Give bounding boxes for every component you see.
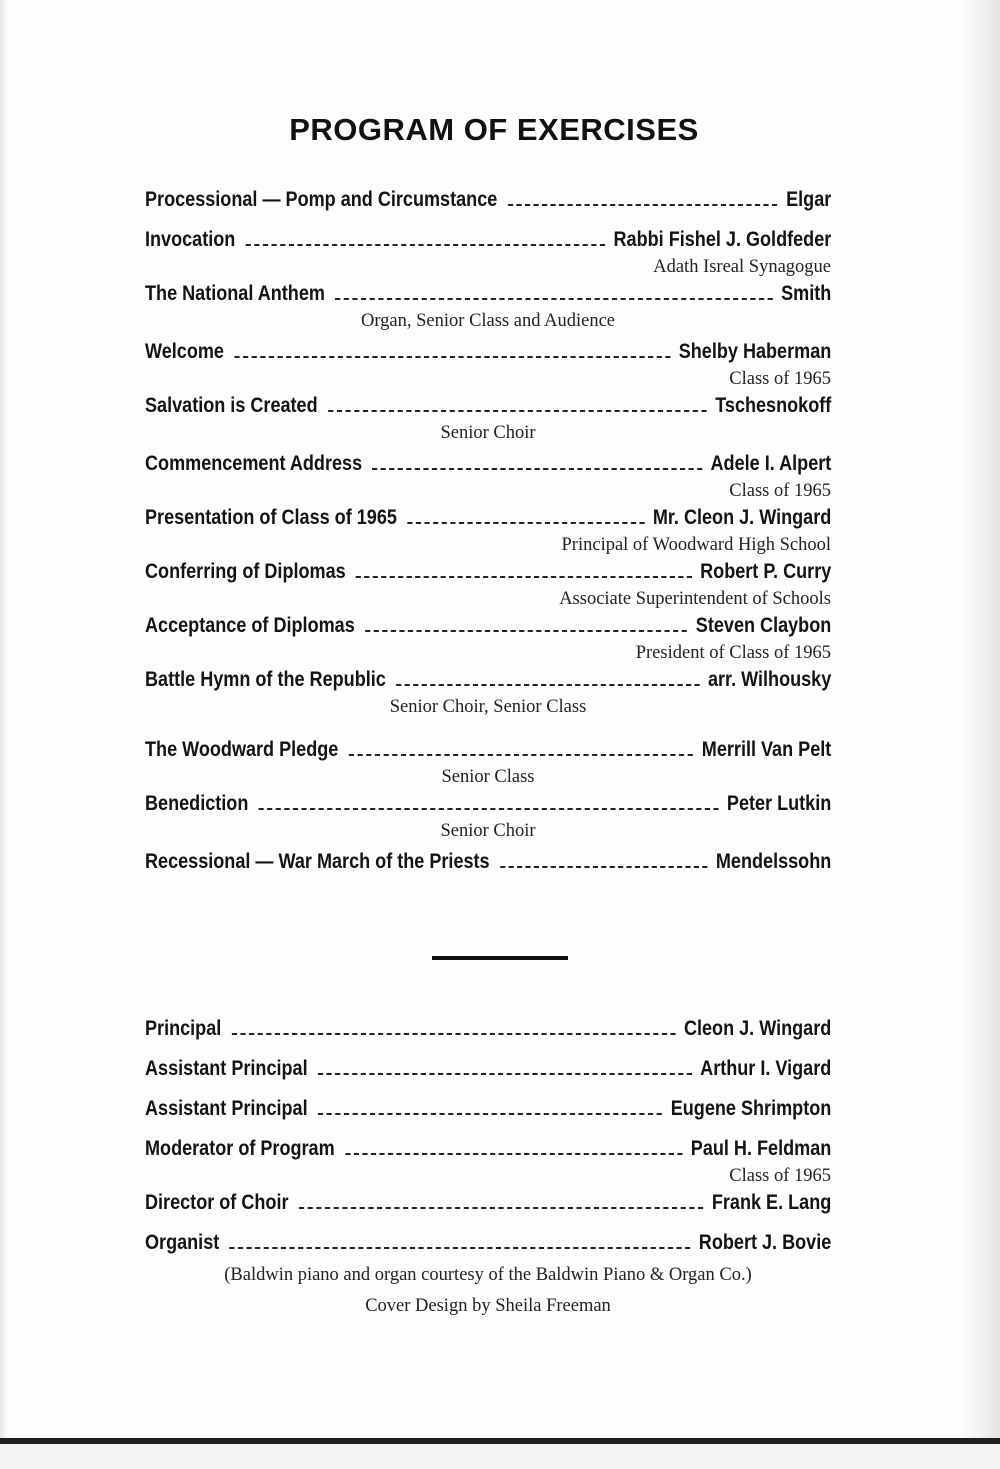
staff-role: Moderator of Program — [145, 1137, 335, 1160]
program-performer: Mendelssohn — [715, 850, 832, 873]
scan-left-edge — [0, 0, 8, 1469]
program-item: The Woodward Pledge — [145, 738, 339, 761]
program-item: Conferring of Diplomas — [145, 560, 346, 583]
program-note: Adath Isreal Synagogue — [653, 257, 831, 277]
staff-role: Director of Choir — [145, 1191, 289, 1214]
staff-role: Assistant Principal — [145, 1057, 308, 1080]
program-item: Acceptance of Diplomas — [145, 614, 355, 637]
program-item: Welcome — [145, 340, 224, 363]
scan-bottom-strip — [0, 1444, 1000, 1469]
program-entry — [145, 611, 831, 641]
dot-leader — [345, 1153, 682, 1155]
program-item: Salvation is Created — [145, 394, 318, 417]
staff-role: Organist — [145, 1231, 220, 1254]
program-note: President of Class of 1965 — [635, 643, 831, 663]
page-title: PROGRAM OF EXERCISES — [289, 112, 699, 147]
program-entry — [145, 665, 831, 695]
program-note: Associate Superintendent of Schools — [559, 589, 831, 609]
program-entry — [145, 185, 831, 215]
section-divider — [432, 956, 568, 960]
program-item: Commencement Address — [145, 452, 363, 475]
program-item: The National Anthem — [145, 282, 325, 305]
program-item: Battle Hymn of the Republic — [145, 668, 386, 691]
program-note: Senior Class — [441, 767, 535, 787]
dot-leader — [318, 1113, 662, 1115]
scan-right-edge — [962, 0, 1000, 1469]
program-note: Class of 1965 — [729, 369, 831, 389]
staff-name: Robert J. Bovie — [698, 1231, 832, 1254]
program-item: Invocation — [145, 228, 236, 251]
dot-leader — [407, 522, 644, 524]
program-performer: Adele I. Alpert — [710, 452, 832, 475]
program-performer: Steven Claybon — [695, 614, 832, 637]
dot-leader — [335, 298, 772, 300]
staff-entry — [145, 1188, 831, 1218]
dot-leader — [259, 808, 719, 810]
program-entry — [145, 847, 831, 877]
dot-leader — [356, 576, 692, 578]
program-note: Senior Choir, Senior Class — [389, 697, 587, 717]
staff-entry — [145, 1228, 831, 1258]
program-entry — [145, 557, 831, 587]
program-item: Processional — Pomp and Circumstance — [145, 188, 498, 211]
dot-leader — [365, 630, 687, 632]
program-performer: Rabbi Fishel J. Goldfeder — [613, 228, 832, 251]
program-performer: Merrill Van Pelt — [701, 738, 832, 761]
program-entry — [145, 225, 831, 255]
staff-list — [145, 1014, 831, 1258]
dot-leader — [246, 244, 605, 246]
program-performer: Tschesnokoff — [715, 394, 832, 417]
program-performer: Smith — [781, 282, 832, 305]
dot-leader — [396, 684, 699, 686]
staff-name: Arthur I. Vigard — [700, 1057, 832, 1080]
program-list — [145, 185, 831, 877]
program-entry — [145, 735, 831, 765]
program-entry — [145, 279, 831, 309]
program-item: Recessional — War March of the Priests — [145, 850, 490, 873]
dot-leader — [372, 468, 701, 470]
program-performer: Mr. Cleon J. Wingard — [652, 506, 832, 529]
dot-leader — [500, 866, 707, 868]
staff-name: Frank E. Lang — [711, 1191, 832, 1214]
staff-role: Assistant Principal — [145, 1097, 308, 1120]
program-note: Senior Choir — [440, 821, 536, 841]
program-entry — [145, 449, 831, 479]
program-performer: Peter Lutkin — [726, 792, 832, 815]
staff-name: Paul H. Feldman — [690, 1137, 832, 1160]
program-note: Organ, Senior Class and Audience — [361, 311, 615, 331]
program-performer: Elgar — [786, 188, 832, 211]
dot-leader — [234, 356, 670, 358]
program-note: Senior Choir — [440, 423, 536, 443]
program-performer: arr. Wilhousky — [707, 668, 832, 691]
program-entry — [145, 789, 831, 819]
staff-name: Eugene Shrimpton — [670, 1097, 832, 1120]
dot-leader — [349, 754, 694, 756]
program-performer: Shelby Haberman — [678, 340, 832, 363]
program-note: Principal of Woodward High School — [561, 535, 831, 555]
program-entry — [145, 503, 831, 533]
cover-credit: Cover Design by Sheila Freeman — [365, 1296, 611, 1316]
dot-leader — [328, 410, 707, 412]
staff-note: Class of 1965 — [729, 1166, 831, 1186]
program-entry — [145, 391, 831, 421]
dot-leader — [230, 1247, 691, 1249]
dot-leader — [299, 1207, 703, 1209]
program-entry — [145, 337, 831, 367]
staff-entry — [145, 1134, 831, 1164]
staff-name: Cleon J. Wingard — [683, 1017, 832, 1040]
dot-leader — [508, 204, 778, 206]
program-performer: Robert P. Curry — [700, 560, 832, 583]
staff-entry — [145, 1094, 831, 1124]
program-item: Benediction — [145, 792, 249, 815]
courtesy-note: (Baldwin piano and organ courtesy of the Baldwin Piano & Organ Co.) — [224, 1265, 752, 1285]
dot-leader — [232, 1033, 676, 1035]
staff-role: Principal — [145, 1017, 222, 1040]
program-note: Class of 1965 — [729, 481, 831, 501]
staff-entry — [145, 1054, 831, 1084]
dot-leader — [318, 1073, 692, 1075]
staff-entry — [145, 1014, 831, 1044]
program-item: Presentation of Class of 1965 — [145, 506, 397, 529]
